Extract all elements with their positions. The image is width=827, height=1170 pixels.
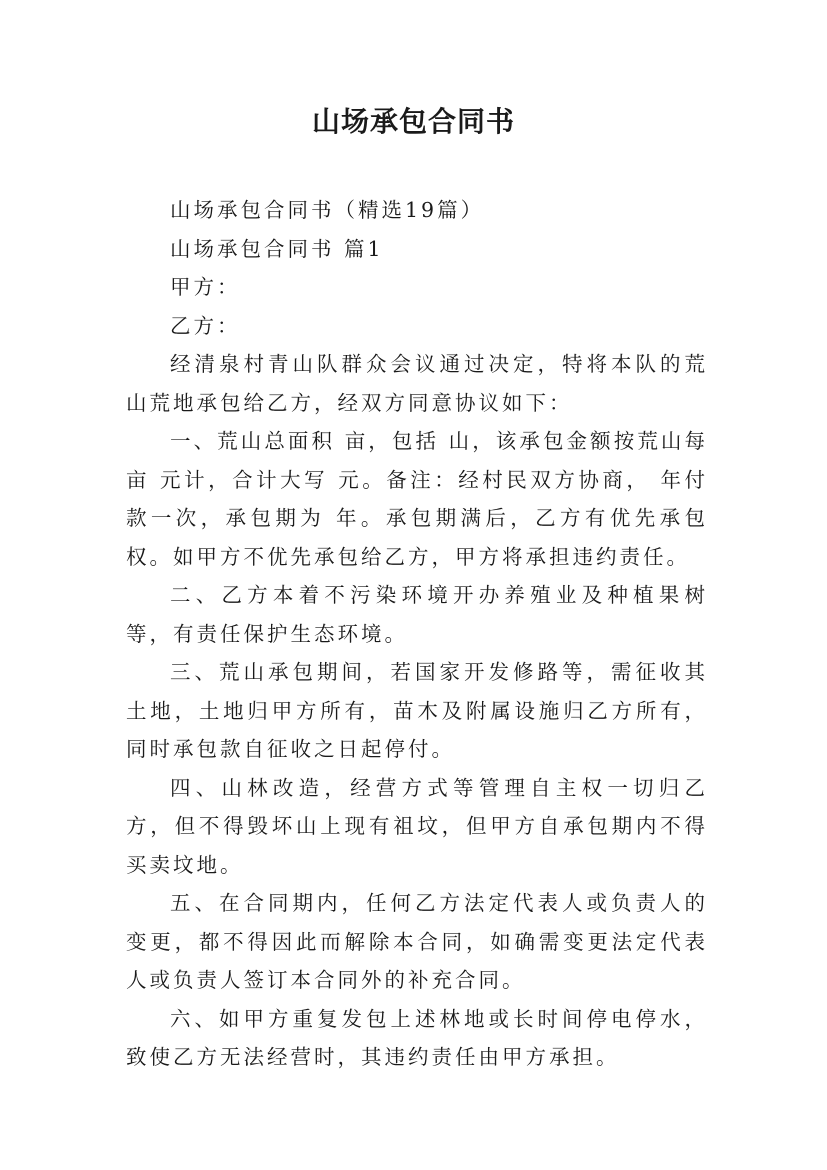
clause-3: 三、荒山承包期间，若国家开发修路等，需征收其土地，土地归甲方所有，苗木及附属设施归乙方所有，同时承包款自征收之日起停付。: [126, 660, 708, 761]
clause-4: 四、山林改造，经营方式等管理自主权一切归乙方，但不得毁坏山上现有祖坟，但甲方自承包期内不得买卖坟地。: [126, 775, 708, 877]
preamble-paragraph: 经清泉村青山队群众会议通过决定，特将本队的荒山荒地承包给乙方，经双方同意协议如下：: [126, 352, 708, 415]
subtitle-paragraph: 山场承包合同书（精选19篇）: [170, 198, 485, 222]
section-heading: 山场承包合同书 篇1: [170, 236, 384, 261]
document-body: [126, 191, 708, 1077]
party-a-line: 甲方：: [170, 275, 241, 299]
document-title: 山场承包合同书: [311, 105, 515, 138]
clause-6: 六、如甲方重复发包上述林地或长时间停电停水，致使乙方无法经营时，其违约责任由甲方承担。: [126, 1006, 708, 1069]
clause-5: 五、在合同期内，任何乙方法定代表人或负责人的变更，都不得因此而解除本合同，如确需变更法定代表人或负责人签订本合同外的补充合同。: [126, 891, 708, 992]
clause-1: 一、荒山总面积 亩，包括 山，该承包金额按荒山每亩 元计，合计大写 元。备注：经村民双方协商， 年付款一次，承包期为 年。承包期满后，乙方有优先承包权。如甲方不优先承包给乙方，甲方将承担违约责任。: [126, 429, 708, 569]
party-b-line: 乙方：: [170, 313, 241, 338]
clause-2: 二、乙方本着不污染环境开办养殖业及种植果树等，有责任保护生态环境。: [126, 583, 708, 646]
